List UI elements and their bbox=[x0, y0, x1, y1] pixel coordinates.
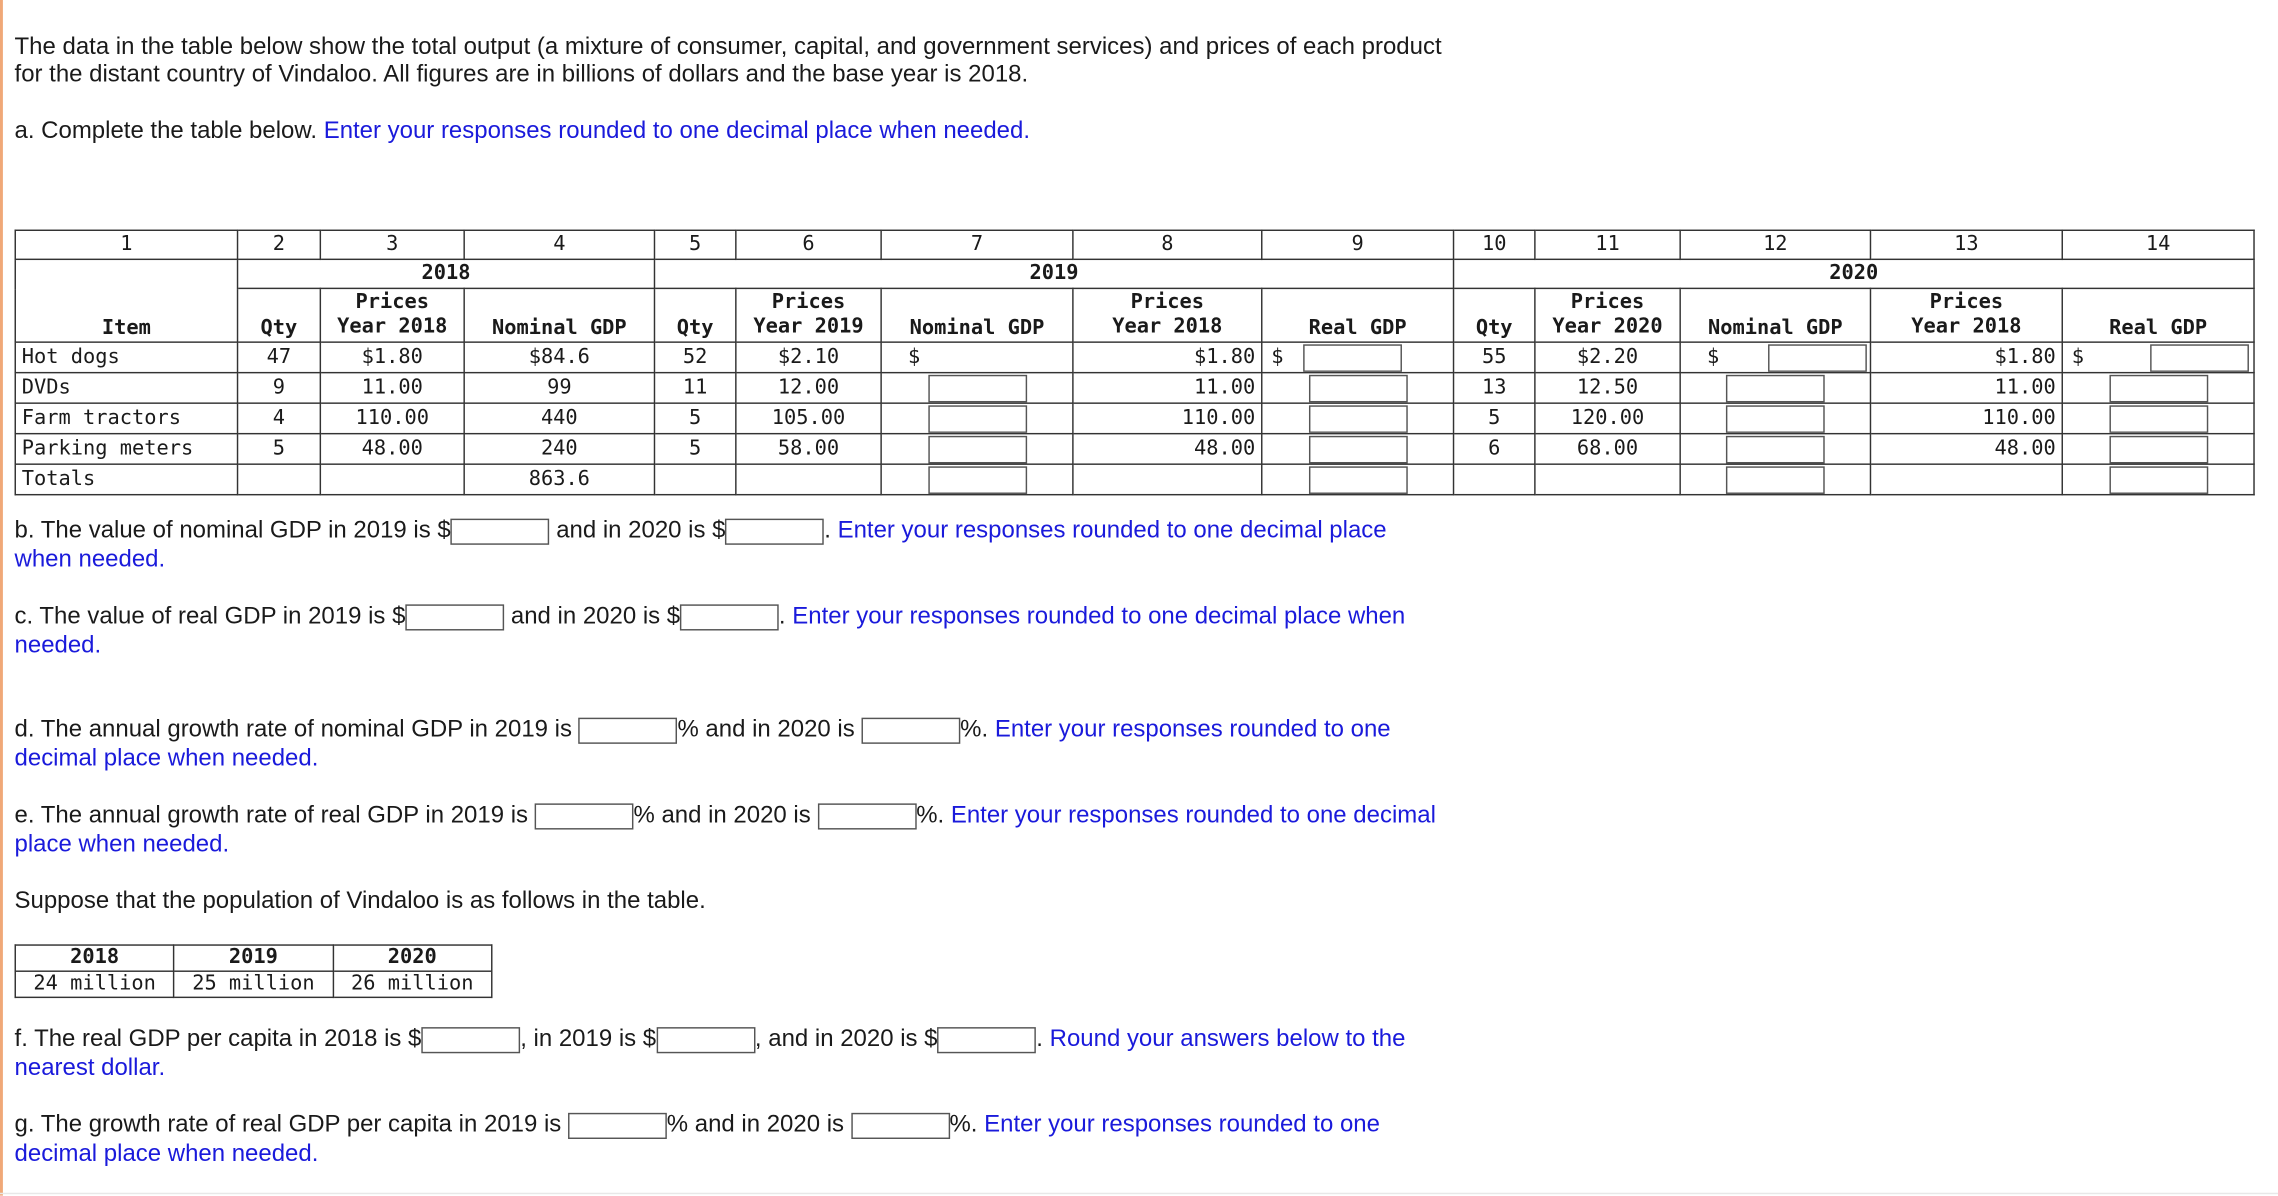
part-d-text: %. bbox=[960, 716, 989, 743]
real-gdp-2020-input[interactable] bbox=[2109, 405, 2208, 433]
population-value-row bbox=[15, 971, 491, 997]
nominal-gdp-2020-cell bbox=[1680, 434, 1870, 465]
nominal-gdp-header: Nominal GDP bbox=[1680, 288, 1870, 342]
bottom-divider bbox=[0, 1193, 2278, 1194]
nominal-gdp-2020-input[interactable] bbox=[1726, 405, 1825, 433]
base-price-2019: 110.00 bbox=[1073, 403, 1262, 434]
base-price-2019: $1.80 bbox=[1073, 342, 1262, 373]
item-header: Item bbox=[15, 288, 237, 342]
population-year: 2020 bbox=[333, 945, 492, 971]
nominal-gdp-2019-cell bbox=[881, 373, 1073, 404]
part-d-text: d. The annual growth rate of nominal GDP in 2019 is bbox=[14, 716, 572, 743]
part-f-instruction-cont: nearest dollar. bbox=[14, 1054, 166, 1081]
price-2020: 120.00 bbox=[1535, 403, 1680, 434]
prices-base-header bbox=[1870, 288, 2062, 342]
part-e-instruction: Enter your responses rounded to one decimal bbox=[950, 801, 1436, 829]
part-b-instruction: Enter your responses rounded to one decimal place bbox=[837, 517, 1387, 544]
table-row bbox=[15, 373, 2254, 404]
prices-base-header bbox=[1073, 288, 1262, 342]
col-number: 6 bbox=[736, 230, 881, 259]
real-gdp-2020-input[interactable] bbox=[2109, 374, 2208, 402]
real-gdp-2019-cell bbox=[1262, 403, 1454, 434]
nominal-gdp-2019-total-cell bbox=[881, 464, 1073, 495]
col-number: 11 bbox=[1535, 230, 1680, 259]
nominal-gdp-2019-cell bbox=[881, 403, 1073, 434]
prices-label: Prices bbox=[1929, 290, 2004, 314]
part-f-text: . bbox=[1036, 1025, 1043, 1052]
prices-label: Prices bbox=[1130, 290, 1205, 314]
part-g-question bbox=[15, 1110, 1380, 1139]
base-price-2020: 11.00 bbox=[1870, 373, 2062, 404]
part-e-text: % and in 2020 is bbox=[633, 801, 811, 829]
real-gdp-2019-total-input[interactable] bbox=[1308, 466, 1407, 494]
col-number: 4 bbox=[464, 230, 654, 259]
prices-2020-header bbox=[1535, 288, 1680, 342]
part-f-text: f. The real GDP per capita in 2018 is $ bbox=[14, 1025, 422, 1052]
qty-2019: 5 bbox=[654, 403, 735, 434]
col-number: 12 bbox=[1680, 230, 1870, 259]
col-number: 10 bbox=[1454, 230, 1535, 259]
dollar-sign: $ bbox=[2071, 345, 2084, 369]
column-number-row bbox=[15, 230, 2254, 259]
qty-2019: 5 bbox=[654, 434, 735, 465]
item-name: Farm tractors bbox=[15, 403, 237, 434]
part-e-instruction-cont: place when needed. bbox=[14, 831, 230, 858]
year-label: Year 2018 bbox=[1911, 315, 2022, 339]
base-price-2020: 48.00 bbox=[1870, 434, 2062, 465]
real-gdp-header: Real GDP bbox=[2062, 288, 2254, 342]
item-name: Hot dogs bbox=[15, 342, 237, 373]
year-label: Year 2020 bbox=[1552, 315, 1663, 339]
part-c-text: c. The value of real GDP in 2019 is $ bbox=[14, 602, 406, 630]
real-gdp-2019-input[interactable] bbox=[1308, 405, 1407, 433]
price-2019: 105.00 bbox=[736, 403, 881, 434]
real-gdp-2020-input[interactable] bbox=[2150, 344, 2249, 372]
qty-header: Qty bbox=[654, 288, 735, 342]
year-label: Year 2019 bbox=[753, 315, 864, 339]
gdp-table bbox=[15, 230, 2255, 496]
per-capita-growth-2019-input[interactable] bbox=[568, 1112, 667, 1138]
nominal-gdp-2020-answer-input[interactable] bbox=[725, 518, 824, 544]
real-gdp-2019-input[interactable] bbox=[1308, 435, 1407, 463]
nominal-growth-2019-input[interactable] bbox=[579, 717, 678, 743]
part-f-text: , and in 2020 is $ bbox=[754, 1025, 938, 1052]
item-name: DVDs bbox=[15, 373, 237, 404]
dollar-sign: $ bbox=[1271, 345, 1284, 369]
year-2018-header: 2018 bbox=[238, 259, 655, 288]
nominal-gdp-2020-total-cell bbox=[1680, 464, 1870, 495]
year-2020-header: 2020 bbox=[1454, 259, 2254, 288]
nominal-gdp-2018: 240 bbox=[464, 434, 654, 465]
prices-label: Prices bbox=[1570, 290, 1645, 314]
col-number: 3 bbox=[320, 230, 464, 259]
part-d-text: % and in 2020 is bbox=[677, 716, 855, 743]
part-c-text: and in 2020 is $ bbox=[510, 602, 681, 630]
part-g-text: % and in 2020 is bbox=[666, 1111, 845, 1138]
prices-label: Prices bbox=[355, 290, 429, 314]
part-e-text: e. The annual growth rate of real GDP in 2019 is bbox=[14, 801, 529, 829]
real-gdp-2019-cell bbox=[1262, 434, 1454, 465]
part-d-instruction: Enter your responses rounded to one bbox=[994, 716, 1391, 743]
intro-line-1: The data in the table below show the total output (a mixture of consumer, capital, and government services) and prices of each product bbox=[14, 33, 1442, 60]
year-2019-header: 2019 bbox=[654, 259, 1453, 288]
qty-2018: 47 bbox=[238, 342, 321, 373]
qty-2020: 5 bbox=[1454, 403, 1535, 434]
part-a-question bbox=[15, 116, 1030, 145]
nominal-gdp-2018: $84.6 bbox=[464, 342, 654, 373]
part-g-instruction: Enter your responses rounded to one bbox=[984, 1111, 1380, 1138]
part-c-instruction: Enter your responses rounded to one decimal place when bbox=[792, 602, 1406, 630]
population-intro: Suppose that the population of Vindaloo is as follows in the table. bbox=[14, 887, 706, 914]
part-e-text: %. bbox=[916, 801, 945, 829]
prices-2018-header bbox=[320, 288, 464, 342]
qty-2018: 4 bbox=[238, 403, 321, 434]
intro-line-2: for the distant country of Vindaloo. All figures are in billions of dollars and the base year is 2018. bbox=[14, 61, 1029, 88]
base-price-2019: 48.00 bbox=[1073, 434, 1262, 465]
dollar-sign: $ bbox=[1707, 345, 1720, 369]
nominal-gdp-2019-cell bbox=[881, 342, 1073, 373]
population-table bbox=[15, 944, 493, 998]
nominal-gdp-2019-input[interactable] bbox=[928, 405, 1027, 433]
nominal-gdp-2019-input[interactable] bbox=[928, 374, 1027, 402]
nominal-gdp-header: Nominal GDP bbox=[464, 288, 654, 342]
item-name: Parking meters bbox=[15, 434, 237, 465]
nominal-gdp-2020-input[interactable] bbox=[1726, 374, 1825, 402]
qty-header: Qty bbox=[1454, 288, 1535, 342]
real-gdp-2020-answer-input[interactable] bbox=[680, 604, 779, 630]
year-label: Year 2018 bbox=[337, 315, 448, 339]
real-gdp-2020-cell bbox=[2062, 373, 2254, 404]
nominal-gdp-2018: 99 bbox=[464, 373, 654, 404]
base-price-2019: 11.00 bbox=[1073, 373, 1262, 404]
qty-2018: 9 bbox=[238, 373, 321, 404]
dollar-sign: $ bbox=[908, 345, 921, 369]
col-number: 13 bbox=[1870, 230, 2062, 259]
price-2018: 110.00 bbox=[320, 403, 464, 434]
qty-2020: 6 bbox=[1454, 434, 1535, 465]
nominal-gdp-2019-total-input[interactable] bbox=[928, 466, 1027, 494]
part-d-instruction-cont: decimal place when needed. bbox=[14, 745, 319, 772]
part-b-instruction-cont: when needed. bbox=[14, 546, 166, 573]
population-value: 26 million bbox=[333, 971, 492, 997]
col-number: 9 bbox=[1262, 230, 1454, 259]
real-gdp-2020-total-input[interactable] bbox=[2109, 466, 2208, 494]
part-b-text: and in 2020 is $ bbox=[556, 517, 726, 544]
part-c-text: . bbox=[778, 602, 786, 630]
price-2018: $1.80 bbox=[320, 342, 464, 373]
real-growth-2019-input[interactable] bbox=[535, 803, 634, 829]
price-2020: $2.20 bbox=[1535, 342, 1680, 373]
price-2018: 48.00 bbox=[320, 434, 464, 465]
price-2020: 12.50 bbox=[1535, 373, 1680, 404]
nominal-gdp-2020-total-input[interactable] bbox=[1726, 466, 1825, 494]
qty-2020: 13 bbox=[1454, 373, 1535, 404]
real-gdp-2020-total-cell bbox=[2062, 464, 2254, 495]
totals-label: Totals bbox=[15, 464, 237, 495]
prices-2019-header bbox=[736, 288, 881, 342]
real-gdp-2019-cell bbox=[1262, 373, 1454, 404]
base-price-2020: $1.80 bbox=[1870, 342, 2062, 373]
nominal-gdp-2019-answer-input[interactable] bbox=[451, 518, 550, 544]
qty-2019: 52 bbox=[654, 342, 735, 373]
col-number: 7 bbox=[881, 230, 1073, 259]
part-c-question bbox=[15, 601, 1406, 630]
table-row bbox=[15, 434, 2254, 465]
part-d-question bbox=[15, 715, 1391, 744]
base-price-2020: 110.00 bbox=[1870, 403, 2062, 434]
real-gdp-2019-input[interactable] bbox=[1308, 374, 1407, 402]
part-f-text: , in 2019 is $ bbox=[520, 1025, 657, 1052]
price-2018: 11.00 bbox=[320, 373, 464, 404]
nominal-gdp-2020-cell bbox=[1680, 342, 1870, 373]
col-number: 14 bbox=[2062, 230, 2254, 259]
qty-2019: 11 bbox=[654, 373, 735, 404]
part-b-text: . bbox=[824, 517, 831, 544]
part-f-question bbox=[15, 1024, 1406, 1053]
real-gdp-per-capita-2020-input[interactable] bbox=[938, 1027, 1037, 1053]
population-value: 25 million bbox=[174, 971, 333, 997]
real-growth-2020-input[interactable] bbox=[817, 803, 916, 829]
real-gdp-2019-cell bbox=[1262, 342, 1454, 373]
part-g-text: g. The growth rate of real GDP per capita in 2019 is bbox=[14, 1111, 562, 1138]
prices-label: Prices bbox=[771, 290, 846, 314]
real-gdp-2020-input[interactable] bbox=[2109, 435, 2208, 463]
population-year: 2019 bbox=[174, 945, 333, 971]
col-number: 1 bbox=[15, 230, 237, 259]
part-c-instruction-cont: needed. bbox=[14, 631, 102, 659]
nominal-gdp-2020-input[interactable] bbox=[1726, 435, 1825, 463]
real-gdp-per-capita-2018-input[interactable] bbox=[421, 1027, 520, 1053]
nominal-gdp-2020-input[interactable] bbox=[1768, 344, 1867, 372]
price-2019: $2.10 bbox=[736, 342, 881, 373]
nominal-gdp-header: Nominal GDP bbox=[881, 288, 1073, 342]
nominal-growth-2020-input[interactable] bbox=[861, 717, 960, 743]
real-gdp-2019-input[interactable] bbox=[1303, 344, 1402, 372]
real-gdp-2019-total-cell bbox=[1262, 464, 1454, 495]
qty-2020: 55 bbox=[1454, 342, 1535, 373]
nominal-gdp-2018-total: 863.6 bbox=[464, 464, 654, 495]
qty-2018: 5 bbox=[238, 434, 321, 465]
col-number: 8 bbox=[1073, 230, 1262, 259]
nominal-gdp-2020-cell bbox=[1680, 373, 1870, 404]
year-row bbox=[15, 259, 2254, 288]
year-label: Year 2018 bbox=[1112, 315, 1223, 339]
part-b-question bbox=[15, 516, 1387, 545]
population-header-row bbox=[15, 945, 491, 971]
price-2019: 58.00 bbox=[736, 434, 881, 465]
part-g-instruction-cont: decimal place when needed. bbox=[14, 1140, 319, 1167]
per-capita-growth-2020-input[interactable] bbox=[851, 1112, 950, 1138]
header-row bbox=[15, 288, 2254, 342]
real-gdp-header: Real GDP bbox=[1262, 288, 1454, 342]
part-b-text: b. The value of nominal GDP in 2019 is $ bbox=[14, 517, 451, 544]
real-gdp-2019-answer-input[interactable] bbox=[405, 604, 504, 630]
nominal-gdp-2019-cell bbox=[881, 434, 1073, 465]
col-number: 5 bbox=[654, 230, 735, 259]
nominal-gdp-2019-input[interactable] bbox=[928, 435, 1027, 463]
real-gdp-2020-cell bbox=[2062, 403, 2254, 434]
nominal-gdp-2020-cell bbox=[1680, 403, 1870, 434]
nominal-gdp-2018: 440 bbox=[464, 403, 654, 434]
totals-row bbox=[15, 464, 2254, 495]
real-gdp-2020-cell bbox=[2062, 342, 2254, 373]
qty-header: Qty bbox=[238, 288, 321, 342]
part-g-text: %. bbox=[949, 1111, 978, 1138]
part-a-label: a. Complete the table below. bbox=[14, 117, 318, 144]
left-margin-rule bbox=[0, 0, 3, 1196]
population-value: 24 million bbox=[15, 971, 174, 997]
part-e-question bbox=[15, 800, 1436, 829]
table-row bbox=[15, 403, 2254, 434]
table-row bbox=[15, 342, 2254, 373]
real-gdp-per-capita-2019-input[interactable] bbox=[656, 1027, 755, 1053]
part-a-instruction: Enter your responses rounded to one decimal place when needed. bbox=[323, 117, 1030, 144]
part-f-instruction: Round your answers below to the bbox=[1049, 1025, 1406, 1052]
col-number: 2 bbox=[238, 230, 321, 259]
real-gdp-2020-cell bbox=[2062, 434, 2254, 465]
price-2020: 68.00 bbox=[1535, 434, 1680, 465]
price-2019: 12.00 bbox=[736, 373, 881, 404]
population-year: 2018 bbox=[15, 945, 174, 971]
